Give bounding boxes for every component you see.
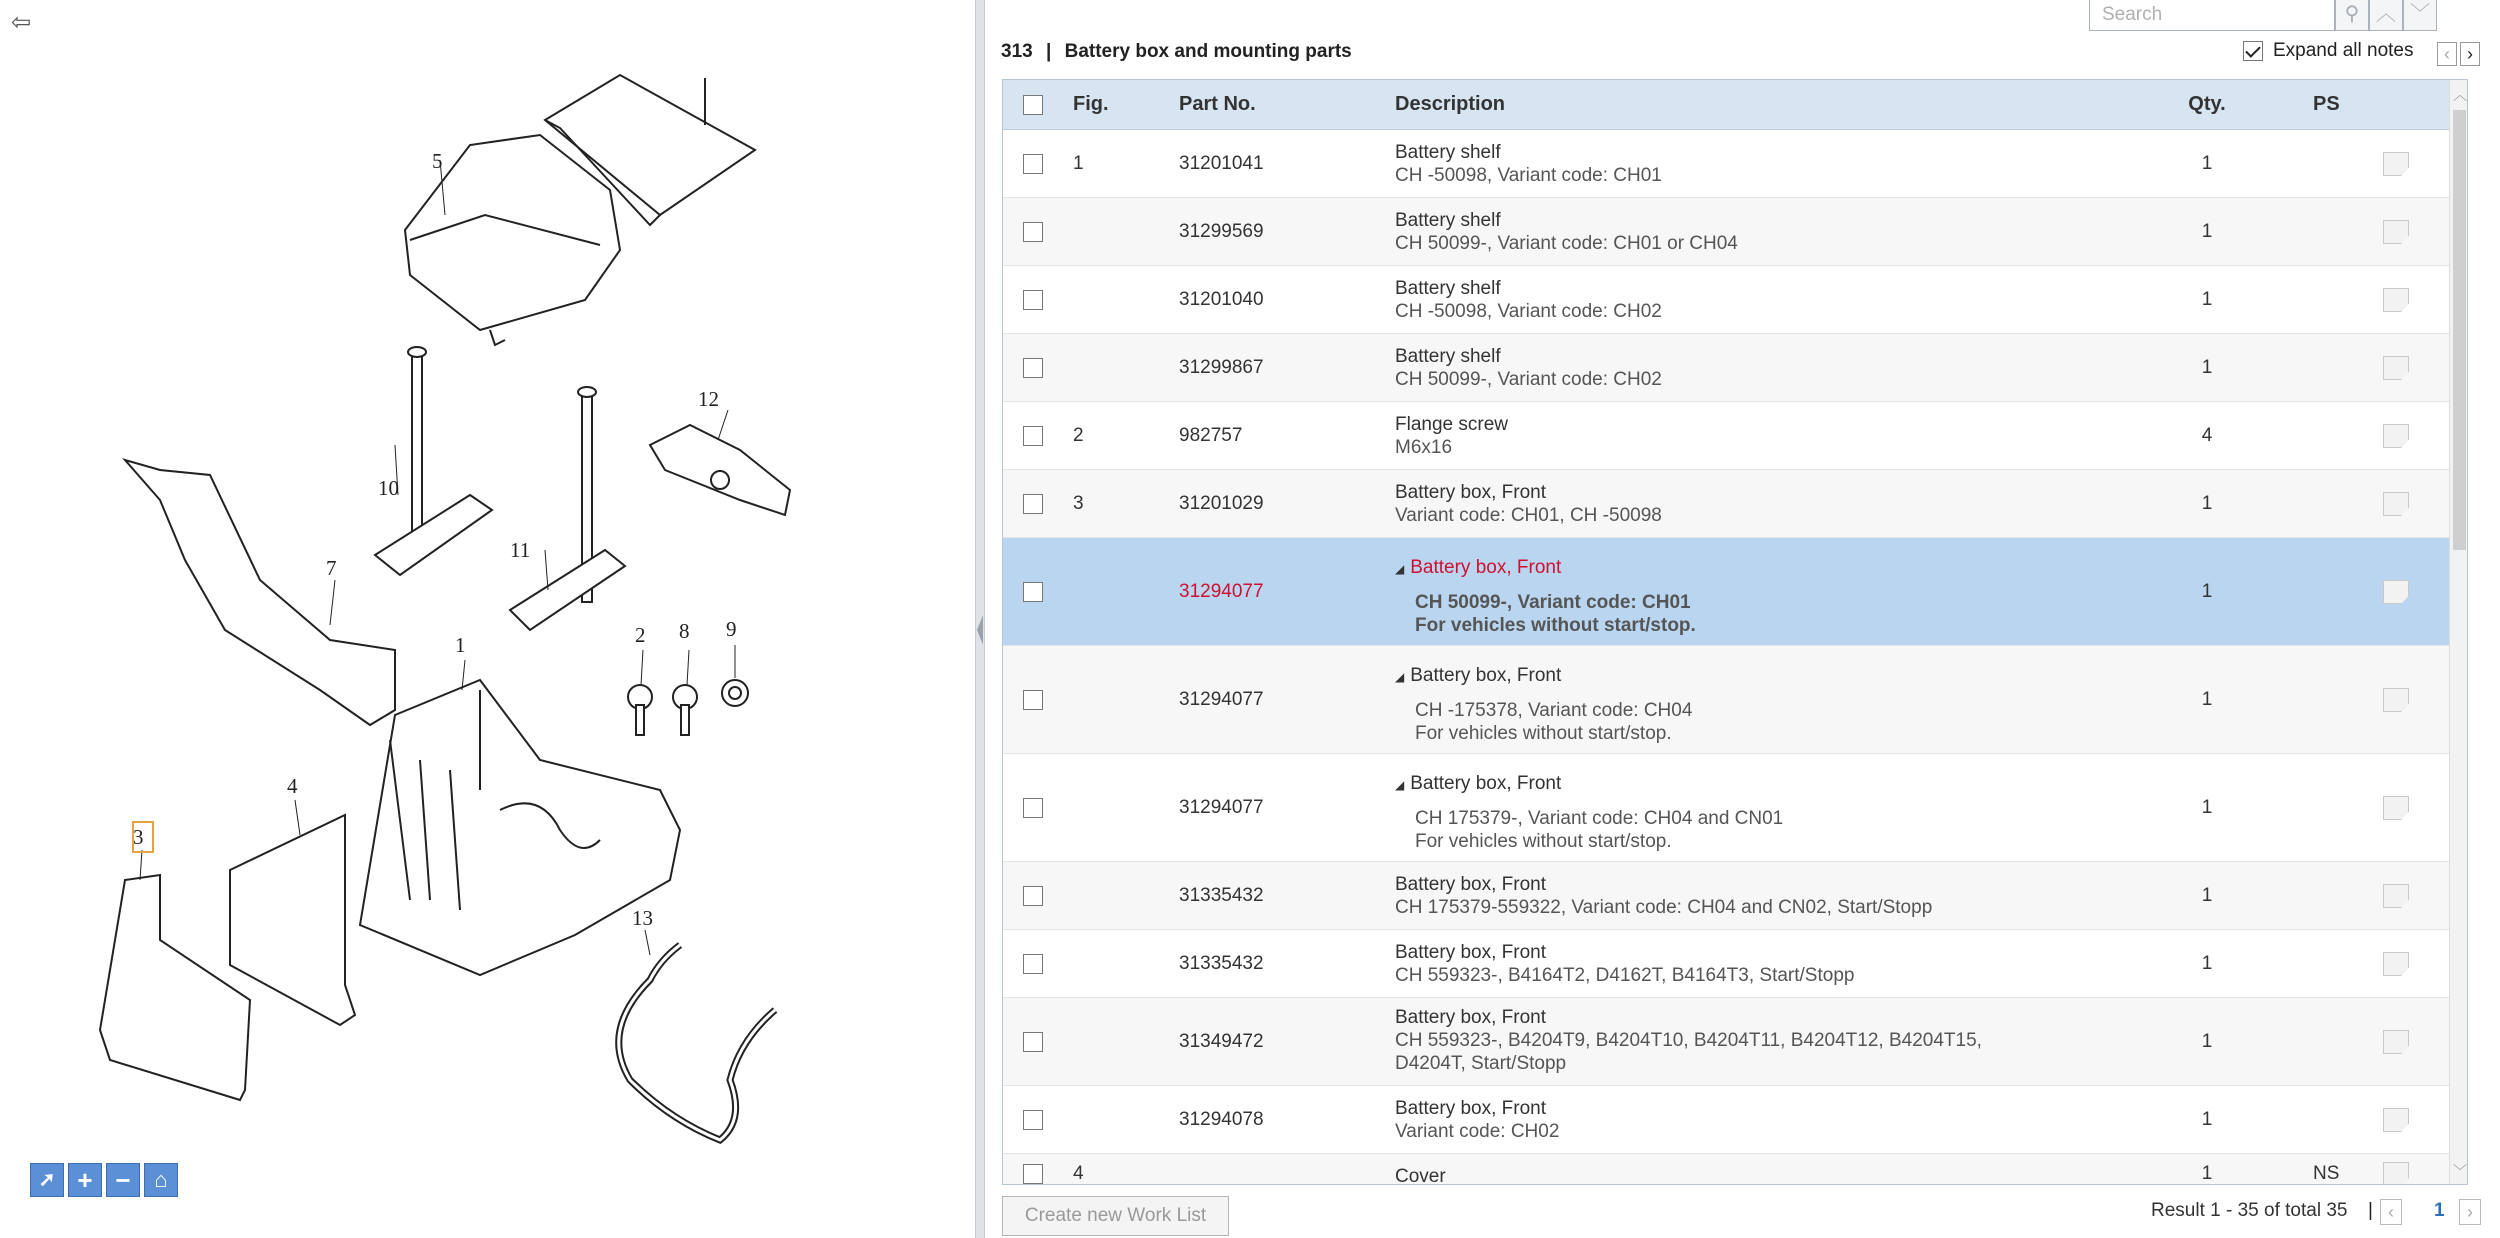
note-icon[interactable] [2383,1030,2409,1054]
table-row[interactable] [1003,998,2449,1086]
part-description [1395,1165,1446,1185]
quantity: 1 [2201,953,2213,974]
add-note-icon[interactable] [2383,952,2409,976]
quantity: 1 [2201,581,2213,602]
add-note-icon[interactable] [2383,884,2409,908]
part-note-line: CH 50099-, Variant code: CH02 [1395,369,1662,390]
callout-label[interactable]: 9 [726,617,737,641]
parts-table [1002,79,2468,1185]
quantity: 1 [2201,797,2213,818]
table-row[interactable] [1003,402,2449,470]
part-4-shape[interactable] [230,815,355,1025]
back-arrow-icon[interactable]: ⇦ [10,9,32,36]
part-11-shape[interactable] [510,387,625,630]
zoom-out-icon[interactable]: − [106,1163,140,1197]
quantity: 1 [2201,153,2213,174]
note-icon[interactable] [2383,580,2409,604]
callout-label[interactable]: 1 [455,633,466,657]
table-row[interactable] [1003,862,2449,930]
part-5-shape[interactable] [405,75,755,345]
next-result-icon[interactable]: ﹀ [2403,0,2437,31]
add-note-icon[interactable] [2383,424,2409,448]
table-row[interactable] [1003,334,2449,402]
note-icon[interactable] [2383,952,2409,976]
create-work-list-button[interactable]: Create new Work List [1002,1196,1229,1236]
current-page[interactable]: 1 [2434,1200,2445,1221]
table-row[interactable] [1003,198,2449,266]
part-number[interactable]: 31335432 [1179,885,1264,906]
part-description [1395,209,1738,255]
part-description [1395,664,1692,745]
part-number[interactable]: 31299867 [1179,357,1264,378]
add-note-icon[interactable] [2383,688,2409,712]
part-description [1395,772,1783,853]
collapse-arrow-icon[interactable] [977,615,983,645]
part-description [1395,481,1662,527]
zoom-in-icon[interactable]: + [68,1163,102,1197]
result-count: Result 1 - 35 of total 35 [2151,1200,2348,1221]
collapse-triangle-icon[interactable]: ◢ [1395,670,1405,684]
row-checkbox[interactable] [1023,690,1043,710]
column-header-qty[interactable]: Qty. [2188,93,2226,115]
quantity: 1 [2201,1109,2213,1130]
part-8-shape[interactable] [673,685,697,735]
part-note-line: For vehicles without start/stop. [1415,615,1696,636]
add-note-icon[interactable] [2383,580,2409,604]
callout-label[interactable]: 13 [632,906,653,930]
diagram-panel [0,0,975,1238]
callout-label[interactable]: 7 [326,556,337,580]
table-row[interactable] [1003,646,2449,754]
part-title: Battery box, Front [1395,1007,1547,1028]
part-title: Battery box, Front [1395,1098,1547,1119]
note-icon[interactable] [2383,152,2409,176]
part-7-shape[interactable] [125,460,395,725]
note-icon[interactable] [2383,1108,2409,1132]
part-note-line: CH 50099-, Variant code: CH01 or CH04 [1395,233,1738,254]
part-note-line: CH 175379-, Variant code: CH04 and CN01 [1415,808,1784,829]
part-note-line: Variant code: CH02 [1395,1121,1560,1142]
table-row[interactable] [1003,930,2449,998]
callout-label[interactable]: 10 [378,476,399,500]
quantity: 1 [2201,289,2213,310]
section-number: 313 [1001,41,1033,62]
row-checkbox[interactable] [1023,1032,1043,1052]
expand-all-notes-checkbox[interactable] [2243,41,2263,61]
part-title: Battery shelf [1395,142,1501,163]
part-note-line: CH 559323-, B4204T9, B4204T10, B4204T11, B4204T12, B4204T15, [1395,1030,1982,1051]
section-title: Battery box and mounting parts [1064,41,1352,62]
scroll-down-icon[interactable]: ﹀ [2453,1163,2467,1179]
part-number[interactable]: 31201041 [1179,153,1264,174]
next-page-icon[interactable]: › [2459,1199,2481,1225]
expand-all-notes-label: Expand all notes [2273,40,2414,61]
part-10-shape[interactable] [375,347,492,575]
column-header-fig[interactable]: Fig. [1073,93,1109,115]
callout-label-highlighted[interactable]: 3 [133,825,144,849]
add-note-icon[interactable] [2383,1108,2409,1132]
quantity: 1 [2201,1031,2213,1052]
part-12-shape[interactable] [650,425,790,515]
add-note-icon[interactable] [2383,492,2409,516]
panel-splitter[interactable] [975,0,985,1238]
row-checkbox[interactable] [1023,886,1043,906]
part-note-line: D4204T, Start/Stopp [1395,1053,1567,1074]
select-all-checkbox[interactable] [1023,95,1043,115]
parts-list-panel [985,0,2500,1238]
pager-separator: | [2368,1200,2373,1221]
search-input[interactable]: Search [2089,0,2335,31]
part-description [1395,345,1662,391]
quantity: 1 [2201,357,2213,378]
part-title: Battery box, Front [1410,773,1562,794]
fig-number: 1 [1073,153,1084,174]
fig-number: 4 [1073,1163,1084,1184]
expand-all-notes[interactable] [2243,40,2414,62]
add-note-icon[interactable] [2383,356,2409,380]
parts-footer [985,1190,2500,1238]
part-title: Battery box, Front [1395,874,1547,895]
page-title [1001,41,1352,63]
home-icon[interactable]: ⌂ [144,1163,178,1197]
part-number[interactable]: 982757 [1179,425,1243,446]
callout-label[interactable]: 2 [635,623,646,647]
quantity: 1 [2201,493,2213,514]
parts-header [985,0,2500,75]
note-icon[interactable] [2383,424,2409,448]
row-checkbox[interactable] [1023,358,1043,378]
callout-label[interactable]: 11 [510,538,531,562]
previous-result-icon[interactable]: ︿ [2369,0,2403,31]
part-number[interactable]: 31349472 [1179,1031,1264,1052]
part-note-line: CH -50098, Variant code: CH01 [1395,165,1662,186]
part-title: Battery box, Front [1395,942,1547,963]
add-note-icon[interactable] [2383,220,2409,244]
table-row[interactable] [1003,470,2449,538]
quantity: 1 [2201,689,2213,710]
part-number[interactable]: 31294078 [1179,1109,1264,1130]
row-checkbox[interactable] [1023,222,1043,242]
row-checkbox[interactable] [1023,582,1043,602]
part-number[interactable]: 31294077 [1179,581,1264,602]
callout-label[interactable]: 4 [287,774,298,798]
part-note-line: For vehicles without start/stop. [1415,831,1672,852]
column-header-part-no[interactable]: Part No. [1179,93,1256,115]
note-icon[interactable] [2383,220,2409,244]
part-note-line: For vehicles without start/stop. [1415,723,1672,744]
part-note-line: CH 559323-, B4164T2, D4162T, B4164T3, Start/Stopp [1395,965,1855,986]
part-2-shape[interactable] [628,685,652,735]
part-description [1395,556,1696,637]
part-title: Cover [1395,1166,1446,1185]
add-note-icon[interactable] [2383,1162,2409,1185]
row-checkbox[interactable] [1023,426,1043,446]
quantity: 1 [2201,1163,2213,1184]
part-title: Flange screw [1395,414,1508,435]
part-1-shape[interactable] [360,680,680,975]
note-icon[interactable] [2383,492,2409,516]
callout-label[interactable]: 8 [679,619,690,643]
fig-number: 3 [1073,493,1084,514]
collapse-triangle-icon[interactable]: ◢ [1395,778,1405,792]
part-number[interactable]: 31201040 [1179,289,1264,310]
note-icon[interactable] [2383,796,2409,820]
part-9-shape[interactable] [722,680,748,706]
zoom-toolbar [30,1163,178,1197]
table-row[interactable] [1003,1154,2449,1185]
add-note-icon[interactable] [2383,288,2409,312]
table-row[interactable] [1003,538,2449,646]
part-title: Battery shelf [1395,278,1501,299]
scroll-up-icon[interactable]: ︿ [2453,87,2467,103]
table-body [1003,130,2449,1185]
part-description [1395,277,1662,323]
row-checkbox[interactable] [1023,954,1043,974]
note-icon[interactable] [2383,1162,2409,1185]
part-number[interactable]: 31299569 [1179,221,1264,242]
table-row[interactable] [1003,266,2449,334]
next-section-icon[interactable]: › [2460,42,2480,66]
part-note-line: CH -175378, Variant code: CH04 [1415,700,1693,721]
part-description [1395,1006,1982,1075]
prev-section-icon[interactable]: ‹ [2437,42,2457,66]
part-description [1395,1097,1559,1143]
part-description [1395,873,1932,919]
search-icon[interactable]: ⚲ [2335,0,2369,31]
quantity: 4 [2201,425,2213,446]
callout-label[interactable]: 12 [698,387,719,411]
table-header [1003,80,2468,130]
ps-value: NS [2313,1163,2340,1184]
part-number[interactable]: 31294077 [1179,797,1264,818]
pointer-icon[interactable]: ➚ [30,1163,64,1197]
part-note-line: M6x16 [1395,437,1453,458]
column-header-ps[interactable]: PS [2313,93,2340,115]
note-icon[interactable] [2383,688,2409,712]
part-title: Battery shelf [1395,210,1501,231]
part-note-line: Variant code: CH01, CH -50098 [1395,505,1662,526]
scrollbar-thumb[interactable] [2453,110,2466,550]
row-checkbox[interactable] [1023,1110,1043,1130]
part-title: Battery box, Front [1395,482,1547,503]
table-scrollbar[interactable] [2449,80,2468,1185]
row-checkbox[interactable] [1023,1164,1043,1184]
part-number[interactable]: 31201029 [1179,493,1264,514]
note-icon[interactable] [2383,288,2409,312]
part-description [1395,141,1662,187]
add-note-icon[interactable] [2383,1030,2409,1054]
part-note-line: CH 50099-, Variant code: CH01 [1415,592,1691,613]
part-title: Battery box, Front [1410,665,1562,686]
quantity: 1 [2201,885,2213,906]
column-header-description[interactable]: Description [1395,93,1506,115]
exploded-parts-diagram [0,0,975,1238]
quantity: 1 [2201,221,2213,242]
row-checkbox[interactable] [1023,154,1043,174]
row-checkbox[interactable] [1023,798,1043,818]
add-note-icon[interactable] [2383,152,2409,176]
table-row[interactable] [1003,1086,2449,1154]
prev-page-icon[interactable]: ‹ [2380,1199,2402,1225]
part-number[interactable]: 31335432 [1179,953,1264,974]
table-row[interactable] [1003,754,2449,862]
part-number[interactable]: 31294077 [1179,689,1264,710]
callout-label[interactable]: 5 [432,149,443,173]
part-note-line: CH -50098, Variant code: CH02 [1395,301,1662,322]
fig-number: 2 [1073,425,1084,446]
part-title: Battery shelf [1395,346,1501,367]
part-13-shape[interactable] [619,945,775,1140]
title-separator: | [1045,41,1052,62]
part-description [1395,941,1854,987]
row-checkbox[interactable] [1023,290,1043,310]
part-3-shape[interactable] [100,875,250,1100]
note-icon[interactable] [2383,884,2409,908]
part-description [1395,413,1508,459]
part-note-line: CH 175379-559322, Variant code: CH04 and CN02, Start/Stopp [1395,897,1933,918]
part-title: Battery box, Front [1410,557,1562,578]
row-checkbox[interactable] [1023,494,1043,514]
add-note-icon[interactable] [2383,796,2409,820]
table-row[interactable] [1003,130,2449,198]
collapse-triangle-icon[interactable]: ◢ [1395,562,1405,576]
note-icon[interactable] [2383,356,2409,380]
